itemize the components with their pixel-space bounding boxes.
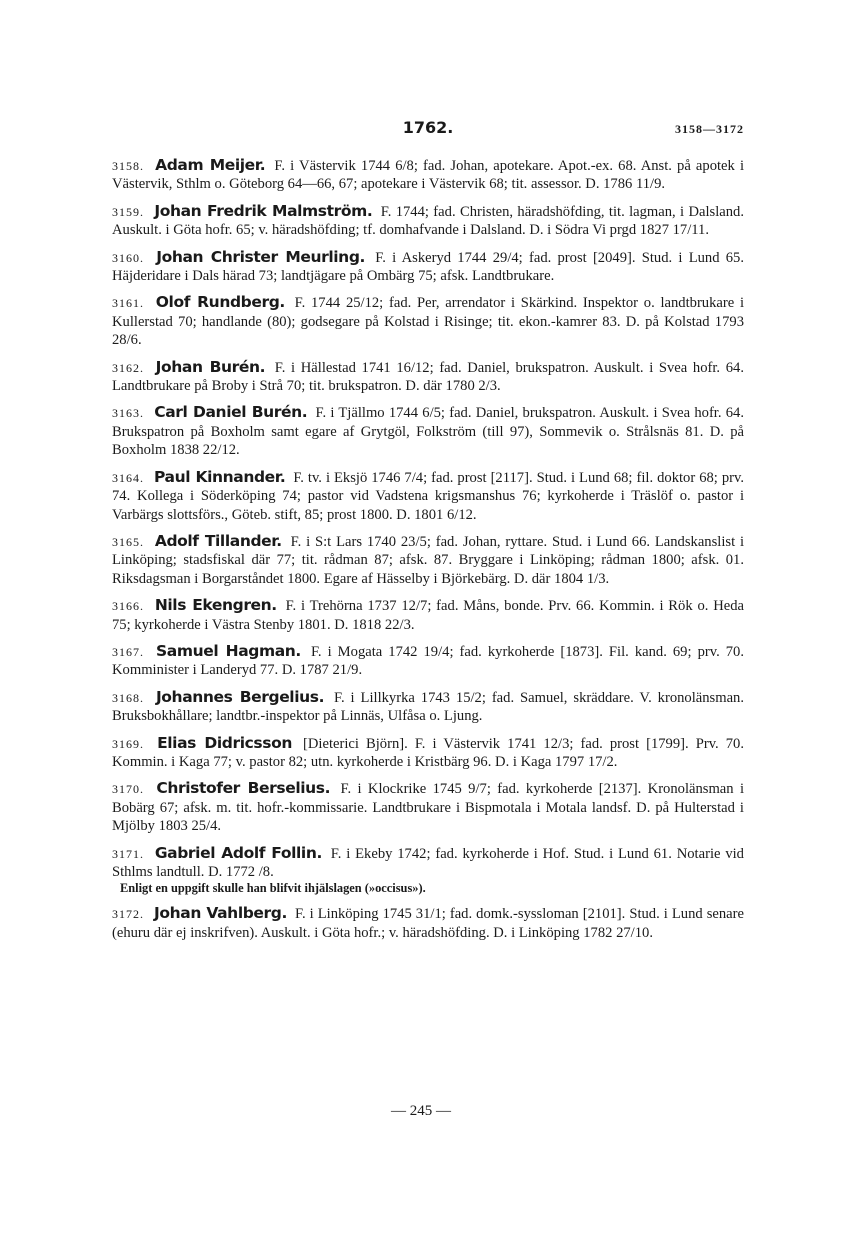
entry-3172 — [112, 904, 744, 942]
entry-name: Johan Christer Meurling. — [156, 247, 366, 266]
entry-text: F. 1744 25/12; fad. Per, arrendator i Skärkind. Inspektor o. landtbrukare i Kullerstad 70; handlande (80); godsegare på Kolstad i Risinge; tit. ekon.-kamrer 83. D. på Kolstad 1793 28/6. — [112, 295, 745, 349]
entry-3163 — [112, 403, 744, 459]
entry-3166 — [112, 596, 744, 634]
entry-note: Enligt en uppgift skulle han blifvit ihjälslagen (»occisus»). — [120, 881, 426, 896]
entry-3160 — [112, 248, 744, 286]
entry-number: 3172. — [112, 907, 144, 922]
entry-name: Samuel Hagman. — [156, 641, 301, 660]
entry-3169 — [112, 734, 744, 772]
entry-text: F. i S:t Lars 1740 23/5; fad. Johan, ryttare. Stud. i Lund 66. Landskanslist i Linköping; stadsfiskal där 77; tit. rådman 87; afsk. 87. Bryggare i Linköping; rådman 1800; afsk. 01. Riksdagsman i Borgarståndet 1800. Egare af Hässelby i Björkebärg. D. där 1804 1/3. — [112, 533, 745, 587]
entry-name: Johan Burén. — [155, 357, 266, 376]
entry-name: Olof Rundberg. — [155, 293, 285, 312]
entry-3164 — [112, 468, 744, 524]
entry-number: 3164. — [112, 470, 144, 485]
entry-3158 — [112, 156, 744, 194]
entry-name: Adam Meijer. — [155, 156, 266, 174]
entry-text: F. 1744; fad. Christen, häradshöfding, tit. lagman, i Dalsland. Auskult. i Göta hofr. 65; v. häradshöfding; tf. domhafvande i Dalsland. D. i Södra Vi prgd 1827 17/11. — [112, 203, 744, 239]
entry-text: F. i Lillkyrka 1743 15/2; fad. Samuel, skräddare. V. kronolänsman. Bruksbokhållare; landtbr.-inspektor på Linnäs, Ulfåsa o. Ljung. — [112, 689, 744, 725]
page-number: — 245 — — [391, 1103, 451, 1119]
entry-number: 3170. — [112, 782, 144, 797]
entry-text: F. i Tjällmo 1744 6/5; fad. Daniel, brukspatron. Auskult. i Svea hofr. 64. Brukspatron på Boxholm samt egare af Grytgöl, Folkström (till 97), Sommevik o. Strålsnäs 81. D. på Boxholm 1838 22/12. — [112, 405, 745, 459]
entry-text: F. i Askeryd 1744 29/4; fad. prost [2049]. Stud. i Lund 65. Häjderidare i Dals härad 73; landtjägare på Ombärg 75; afsk. Landtbrukare. — [112, 249, 744, 285]
entry-number: 3159. — [112, 204, 144, 219]
entry-name: Johan Vahlberg. — [154, 904, 287, 923]
entry-text: F. i Trehörna 1737 12/7; fad. Måns, bonde. Prv. 66. Kommin. i Rök o. Heda 75; kyrkoherde i Västra Stenby 1801. D. 1818 22/3. — [112, 598, 744, 633]
entry-3162 — [112, 358, 744, 396]
entry-text: F. i Mogata 1742 19/4; fad. kyrkoherde [1873]. Fil. kand. 69; prv. 70. Komminister i Landeryd 77. D. 1787 21/9. — [112, 643, 744, 679]
page-header — [112, 118, 744, 142]
entry-name: Gabriel Adolf Follin. — [154, 843, 322, 862]
entry-3167 — [112, 642, 744, 680]
entry-text: F. tv. i Eksjö 1746 7/4; fad. prost [2117]. Stud. i Lund 68; fil. doktor 68; prv. 74. Kollega i Söderköping 74; pastor vid Vadstena krigsmanshus 76; kyrkoherde i Träslöf o. pastor i Varbärgs slottsförs., Göteb. stift, 85; prost 1800. D. 1801 6/12. — [112, 469, 744, 523]
entry-number: 3168. — [112, 690, 144, 705]
entry-range: 3158—3172 — [675, 122, 744, 136]
entry-name: Elias Didricsson — [157, 733, 292, 752]
entry-name: Nils Ekengren. — [154, 596, 277, 615]
entry-text: F. i Hällestad 1741 16/12; fad. Daniel, brukspatron. Auskult. i Svea hofr. 64. Landtbrukare på Broby i Strå 70; tit. brukspatron. D. där 1780 2/3. — [112, 359, 744, 395]
entry-3159 — [112, 202, 744, 240]
entry-3170 — [112, 779, 744, 835]
entry-number: 3160. — [112, 250, 144, 265]
entry-text: [Dieterici Björn]. F. i Västervik 1741 12/3; fad. prost [1799]. Prv. 70. Kommin. i Kaga 77; v. pastor 82; utn. kyrkoherde i Kristbärg 96. D. i Kaga 1797 17/2. — [112, 735, 745, 770]
entry-3168 — [112, 688, 744, 726]
page-year: 1762. — [402, 118, 454, 137]
entry-number: 3166. — [112, 599, 144, 614]
entry-3171 — [112, 844, 744, 882]
entry-number: 3158. — [112, 159, 144, 173]
entry-name: Johannes Bergelius. — [155, 687, 325, 706]
entry-number: 3167. — [112, 644, 144, 659]
entry-text: F. i Västervik 1744 6/8; fad. Johan, apotekare. Apot.-ex. 68. Anst. på apotek i Västervik, Sthlm o. Göteborg 64—66, 67; apotekare i Västervik 68; tit. assessor. D. 1786 11/9. — [112, 158, 744, 193]
entry-name: Adolf Tillander. — [154, 531, 282, 550]
entry-text: F. i Ekeby 1742; fad. kyrkoherde i Hof. Stud. i Lund 61. Notarie vid Sthlms landtull. D. 1772 /8. — [112, 845, 744, 880]
entry-number: 3169. — [112, 736, 144, 751]
entry-number: 3163. — [112, 406, 144, 421]
entry-name: Christofer Berselius. — [156, 779, 331, 798]
entry-number: 3171. — [112, 846, 144, 861]
entry-list — [112, 156, 744, 950]
entry-3165 — [112, 532, 744, 588]
entry-number: 3162. — [112, 360, 144, 375]
entry-3161 — [112, 293, 744, 349]
entry-name: Paul Kinnander. — [154, 467, 286, 486]
entry-name: Carl Daniel Burén. — [154, 403, 308, 422]
entry-text: F. i Klockrike 1745 9/7; fad. kyrkoherde [2137]. Kronolänsman i Bobärg 67; afsk. m. tit. hofr.-kommissarie. Landtbrukare i Bispmotala i Motala landsf. D. på Hulterstad i Mjölby 1803 25/4. — [112, 781, 744, 835]
entry-name: Johan Fredrik Malmström. — [154, 201, 373, 220]
entry-number: 3161. — [112, 296, 144, 311]
entry-text: F. i Linköping 1745 31/1; fad. domk.-syssloman [2101]. Stud. i Lund senare (ehuru där ej inskrifven). Auskult. i Göta hofr.; v. häradshöfding. D. i Linköping 1782 27/10. — [112, 906, 744, 941]
entry-number: 3165. — [112, 534, 144, 549]
